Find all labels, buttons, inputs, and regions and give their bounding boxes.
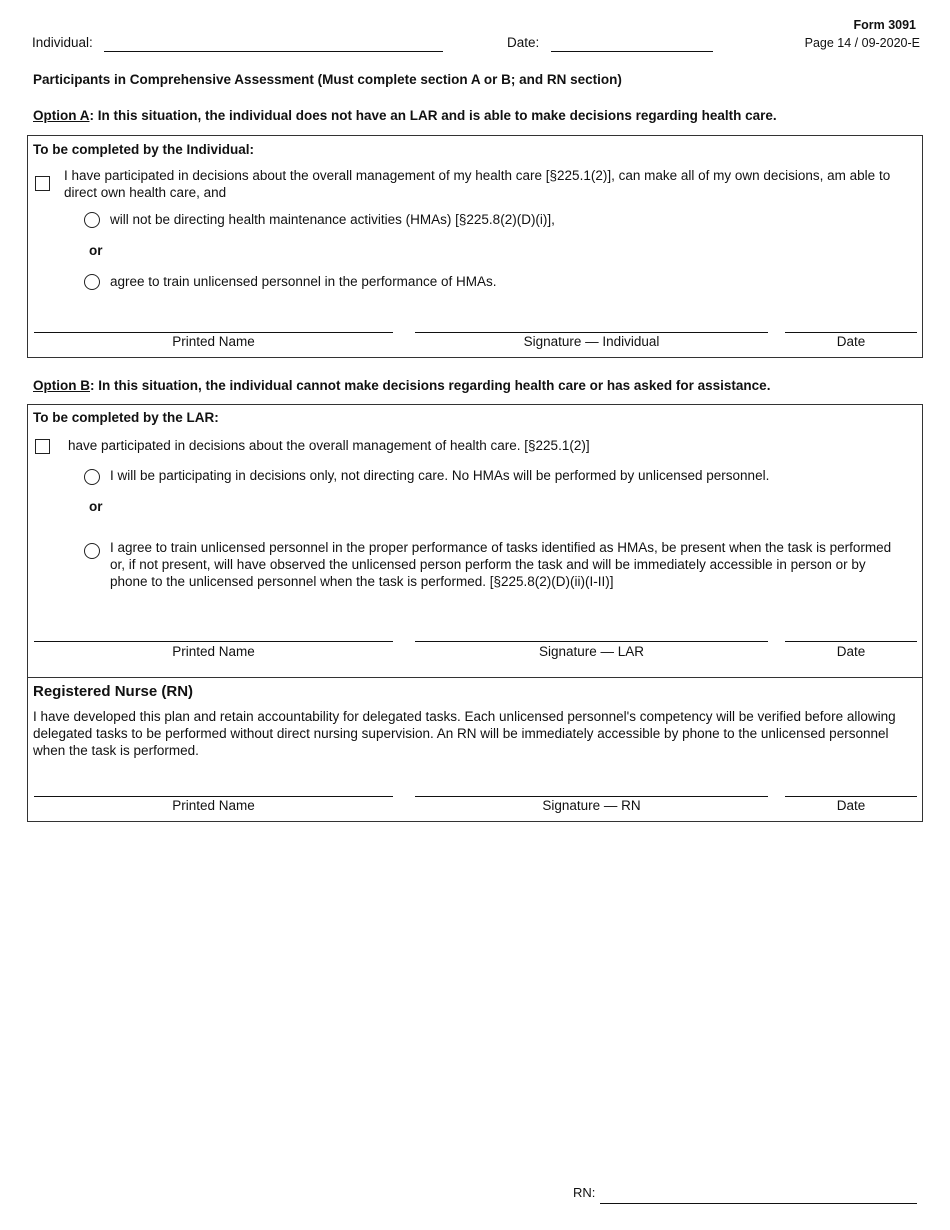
option-a-signature-label: Signature — Individual: [523, 334, 660, 349]
option-b-date-line[interactable]: [785, 641, 917, 642]
option-b-radio-train[interactable]: [84, 543, 100, 559]
option-b-description: : In this situation, the individual cannot make decisions regarding health care or has asked for assistance.: [90, 378, 771, 393]
option-a-description: : In this situation, the individual does not have an LAR and is able to make decisions regarding health care.: [89, 108, 777, 123]
rn-heading: Registered Nurse (RN): [33, 683, 194, 700]
option-b-radio2-text: I agree to train unlicensed personnel in the proper performance of tasks identified as HMAs, be present when the task is performed or, if not present, will have observed the unlicensed person perform the task and will be immediately accessible in person or by phone to the unlicensed personnel when the task is performed. [§225.8(2)(D)(ii)(I-II)]: [110, 540, 892, 589]
rn-signature-line[interactable]: [415, 796, 768, 797]
option-b-signature-label: Signature — LAR: [538, 644, 645, 659]
option-b-checkbox-text: have participated in decisions about the overall management of health care. [§225.1(2)]: [68, 438, 590, 453]
option-b-printed-name-label: Printed Name: [172, 644, 255, 659]
page-info: Page 14 / 09-2020-E: [804, 36, 920, 50]
rn-date-label: Date: [836, 798, 866, 813]
option-a-intro: [33, 108, 777, 123]
rn-signature-label: Signature — RN: [542, 798, 641, 813]
option-b-radio-participate[interactable]: [84, 469, 100, 485]
option-b-printed-name-line[interactable]: [34, 641, 393, 642]
option-a-radio-train[interactable]: [84, 274, 100, 290]
option-a-checkbox[interactable]: [35, 176, 50, 191]
rn-printed-name-line[interactable]: [34, 796, 393, 797]
individual-label: Individual:: [32, 35, 93, 50]
option-b-signature-line[interactable]: [415, 641, 768, 642]
option-b-rn-box: [27, 404, 923, 822]
option-a-or: or: [89, 243, 103, 258]
option-a-box: [27, 135, 923, 358]
rn-date-line[interactable]: [785, 796, 917, 797]
option-a-date-label: Date: [836, 334, 866, 349]
rn-printed-name-label: Printed Name: [172, 798, 255, 813]
option-b-date-label: Date: [836, 644, 866, 659]
footer-rn-initials-field[interactable]: [600, 1203, 917, 1204]
option-a-printed-name-line[interactable]: [34, 332, 393, 333]
option-a-radio2-text: agree to train unlicensed personnel in the performance of HMAs.: [110, 274, 497, 289]
option-b-checkbox[interactable]: [35, 439, 50, 454]
rn-divider: [28, 677, 922, 678]
option-b-radio1-text: I will be participating in decisions only, not directing care. No HMAs will be performed by unlicensed personnel.: [110, 468, 770, 483]
option-a-signature-line[interactable]: [415, 332, 768, 333]
option-a-checkbox-text: I have participated in decisions about the overall management of my health care [§225.1(2)], can make all of my own decisions, am able to direct own health care, and: [64, 168, 891, 200]
form-number: Form 3091: [853, 18, 916, 32]
rn-text: I have developed this plan and retain accountability for delegated tasks. Each unlicensed personnel's competency will be verified before allowing delegated tasks to be performed without direct nursing supervision. An RN will be immediately accessible by phone to the unlicensed personnel when the task is performed.: [33, 709, 896, 758]
footer-rn-label: RN:: [573, 1185, 596, 1200]
option-b-intro: [33, 378, 770, 393]
option-b-label: Option B: [33, 378, 90, 393]
date-label: Date:: [507, 35, 540, 50]
option-a-date-line[interactable]: [785, 332, 917, 333]
individual-field[interactable]: [104, 51, 443, 52]
option-a-label: Option A: [33, 108, 90, 123]
option-a-radio1-text: will not be directing health maintenance activities (HMAs) [§225.8(2)(D)(i)],: [110, 212, 555, 227]
date-field[interactable]: [551, 51, 713, 52]
section-title: Participants in Comprehensive Assessment (Must complete section A or B; and RN section): [33, 72, 622, 87]
option-a-radio-no-hma[interactable]: [84, 212, 100, 228]
option-a-printed-name-label: Printed Name: [172, 334, 255, 349]
option-a-box-heading: To be completed by the Individual:: [33, 142, 255, 157]
option-b-or: or: [89, 499, 103, 514]
option-b-box-heading: To be completed by the LAR:: [33, 410, 219, 425]
